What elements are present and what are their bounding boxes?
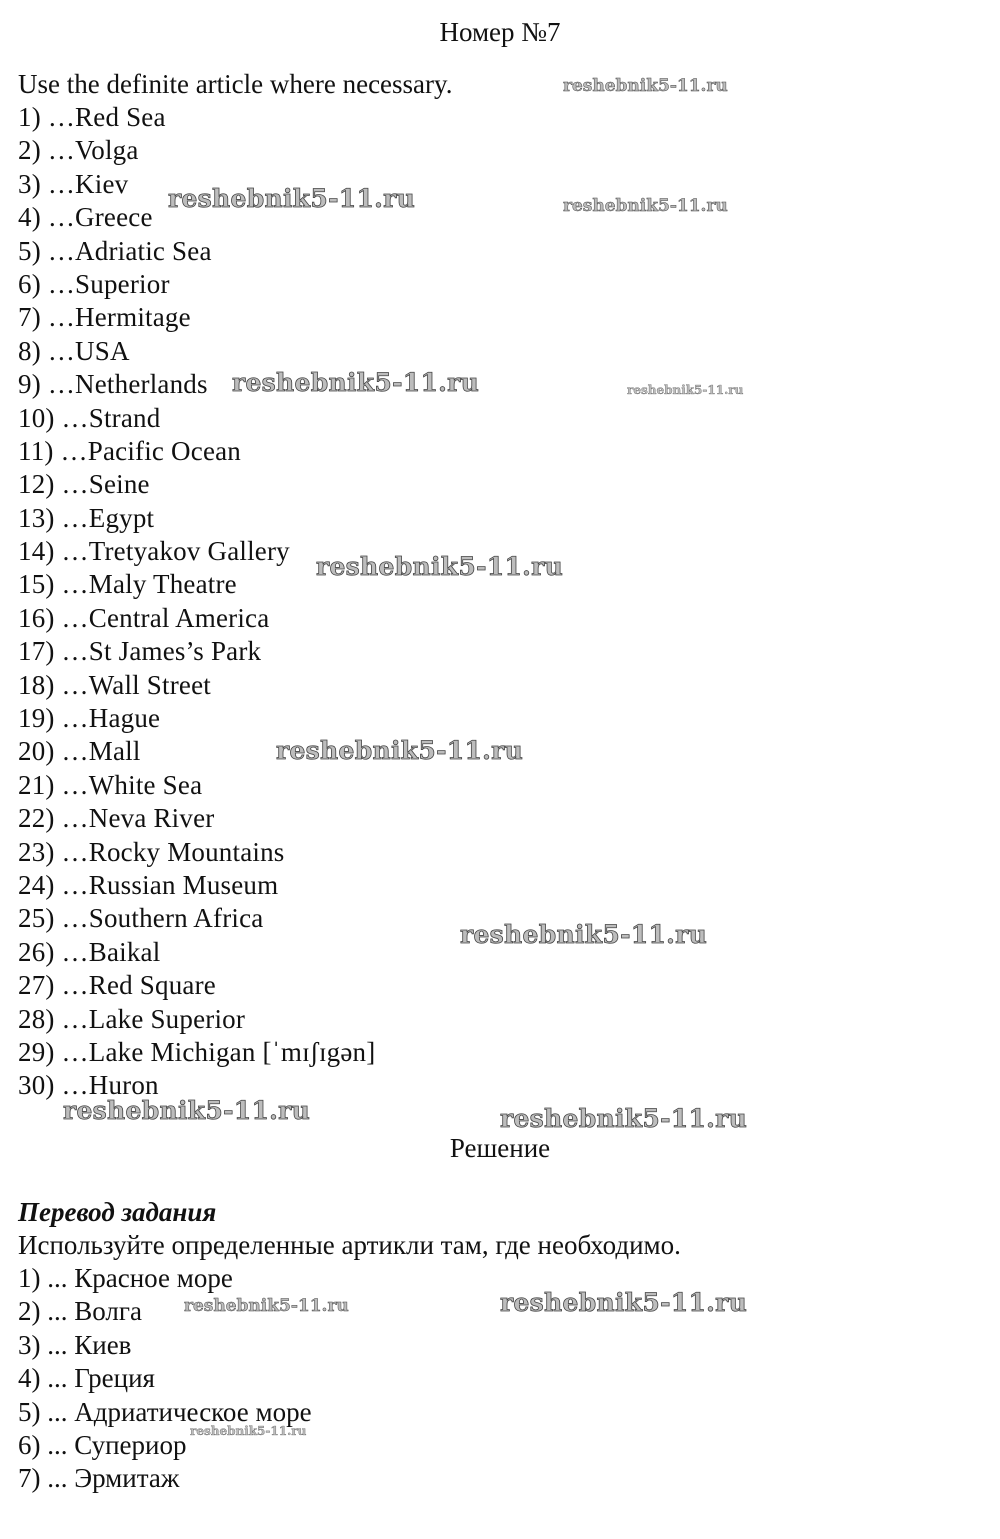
task-item [18,769,375,802]
watermark: reshebnik5-11.ru [460,920,708,949]
translation-instruction: Используйте определенные артикли там, где необходимо. [18,1230,681,1260]
task-number: 9) … [18,369,76,400]
task-text: Huron [88,1070,159,1101]
watermark: reshebnik5-11.ru [276,736,524,765]
task-number: 20) … [18,736,89,767]
task-text: St James’s Park [88,636,262,667]
task-text: Central America [88,602,270,633]
task-item [18,134,375,167]
translation-item: 7) ... Эрмитаж [18,1463,180,1494]
watermark: reshebnik5-11.ru [168,184,416,213]
task-text: Neva River [88,803,215,834]
translation-item: 4) ... Греция [18,1363,155,1394]
task-number: 26) … [18,936,89,967]
task-text: Volga [75,135,139,166]
task-number: 4) … [18,202,76,233]
translation-item: 2) ... Волга [18,1296,142,1327]
task-text: Strand [88,402,161,433]
task-number: 8) … [18,335,76,366]
translation-heading: Перевод задания [18,1197,217,1227]
task-item [18,1003,375,1036]
task-number: 5) … [18,235,76,266]
task-text: Red Sea [75,102,166,132]
task-number: 28) … [18,1003,89,1034]
task-number: 27) … [18,970,89,1001]
task-item [18,201,375,234]
task-item [18,1069,375,1102]
task-item [18,869,375,902]
translation-item: 5) ... Адриатическое море [18,1396,312,1427]
page-title: Номер №7 [439,17,561,47]
task-number: 1) … [18,102,76,132]
watermark: reshebnik5-11.ru [563,196,728,216]
task-text: USA [75,335,130,366]
task-text: Wall Street [88,669,211,700]
task-item [18,1036,375,1069]
translation-item: 1) ... Красное море [18,1263,233,1293]
task-text: Greece [75,202,153,233]
task-list [18,101,375,1103]
task-item [18,535,375,568]
task-number: 11) … [18,435,88,466]
task-text: Baikal [88,936,161,967]
task-instruction: Use the definite article where necessary. [18,69,453,99]
task-number: 29) … [18,1036,89,1067]
task-number: 3) … [18,168,76,199]
task-number: 22) … [18,803,89,834]
task-number: 19) … [18,703,89,734]
watermark: reshebnik5-11.ru [500,1288,748,1317]
solution-heading: Решение [449,1133,551,1163]
task-number: 17) … [18,636,89,667]
task-text: Russian Museum [88,869,279,900]
task-text: Southern Africa [88,903,264,934]
watermark: reshebnik5-11.ru [500,1104,748,1133]
task-text: Lake Michigan [ˈmɪʃɪgən] [88,1036,376,1067]
task-number: 21) … [18,769,89,800]
task-item [18,568,375,601]
task-text: Seine [88,469,150,500]
task-item [18,435,375,468]
task-text: Lake Superior [88,1003,246,1034]
task-number: 7) … [18,302,76,333]
task-item [18,735,375,768]
task-item [18,268,375,301]
task-number: 30) … [18,1070,89,1101]
task-number: 13) … [18,502,89,533]
task-number: 23) … [18,836,89,867]
watermark: reshebnik5-11.ru [63,1096,311,1125]
task-item [18,669,375,702]
task-item [18,902,375,935]
watermark: reshebnik5-11.ru [232,368,480,397]
task-number: 10) … [18,402,89,433]
task-number: 25) … [18,903,89,934]
task-text: Pacific Ocean [87,435,242,466]
translation-item: 6) ... Супериор [18,1429,187,1460]
task-number: 16) … [18,602,89,633]
task-number: 12) … [18,469,89,500]
task-item [18,101,375,134]
task-text: Red Square [88,970,216,1001]
task-text: Superior [75,268,170,299]
task-text: White Sea [88,769,203,800]
task-text: Tretyakov Gallery [88,536,290,567]
watermark: reshebnik5-11.ru [563,76,728,96]
task-item [18,802,375,835]
watermark: reshebnik5-11.ru [184,1296,349,1316]
task-number: 14) … [18,536,89,567]
task-item [18,168,375,201]
task-number: 18) … [18,669,89,700]
task-text: Hague [88,703,161,734]
task-text: Rocky Mountains [88,836,285,867]
watermark: reshebnik5-11.ru [627,383,744,397]
task-number: 15) … [18,569,89,600]
task-text: Kiev [75,168,129,199]
task-number: 6) … [18,268,76,299]
task-item [18,635,375,668]
task-text: Netherlands [75,369,208,400]
task-item [18,702,375,735]
task-item [18,969,375,1002]
task-item [18,335,375,368]
task-item [18,602,375,635]
task-item [18,468,375,501]
task-text: Adriatic Sea [75,235,212,266]
translation-item: 3) ... Киев [18,1329,132,1360]
watermark: reshebnik5-11.ru [190,1424,307,1438]
task-item [18,936,375,969]
task-item [18,836,375,869]
translation-list [18,1262,312,1496]
task-number: 2) … [18,135,76,166]
task-item [18,301,375,334]
task-text: Maly Theatre [88,569,237,600]
task-text: Hermitage [75,302,191,333]
task-item [18,502,375,535]
task-text: Egypt [88,502,155,533]
task-item [18,402,375,435]
task-item [18,368,375,401]
task-text: Mall [88,736,141,767]
watermark: reshebnik5-11.ru [316,552,564,581]
task-item [18,235,375,268]
task-number: 24) … [18,869,89,900]
